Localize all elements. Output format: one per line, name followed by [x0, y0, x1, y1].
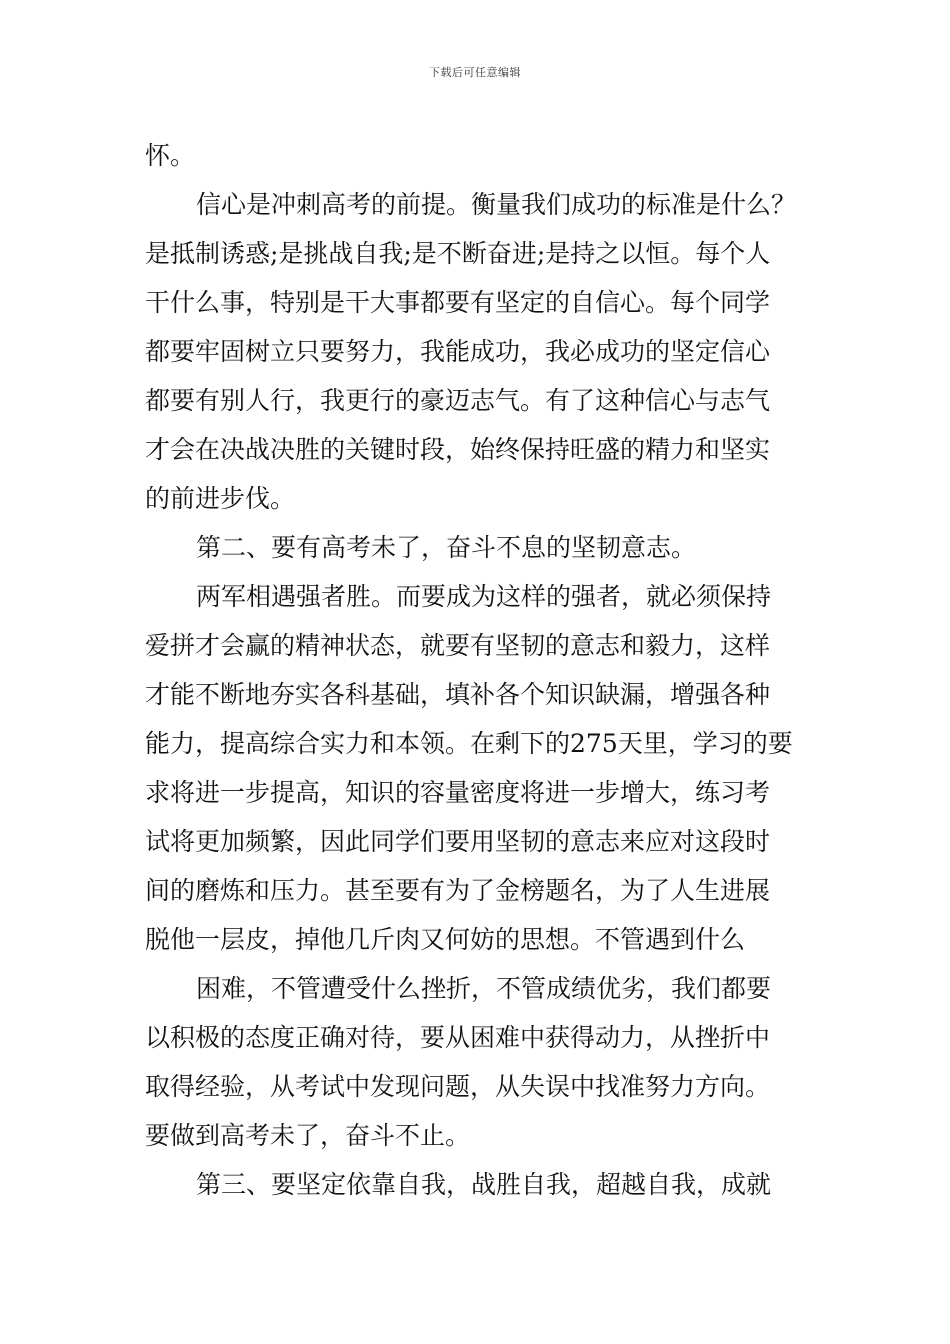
text-line: 试将更加频繁，因此同学们要用坚韧的意志来应对这段时 — [145, 827, 771, 856]
document-body — [145, 131, 810, 1209]
text-line: 困难，不管遭受什么挫折，不管成绩优劣，我们都要 — [196, 974, 772, 1003]
page-header: 下载后可任意编辑 — [429, 66, 521, 79]
text-line: 爱拼才会赢的精神状态，就要有坚韧的意志和毅力，这样 — [145, 631, 771, 660]
text-line: 才会在决战决胜的关键时段，始终保持旺盛的精力和坚实 — [145, 435, 771, 464]
text-line: 间的磨炼和压力。甚至要有为了金榜题名，为了人生进展 — [145, 876, 771, 905]
text-line: 信心是冲刺高考的前提。衡量我们成功的标准是什么？ — [196, 190, 797, 219]
text-line: 以积极的态度正确对待，要从困难中获得动力，从挫折中 — [145, 1023, 771, 1052]
text-line: 都要有别人行，我更行的豪迈志气。有了这种信心与志气 — [145, 386, 771, 415]
text-line: 都要牢固树立只要努力，我能成功，我必成功的坚定信心 — [145, 337, 771, 366]
text-line: 取得经验，从考试中发现问题，从失误中找准努力方向。 — [145, 1072, 771, 1101]
text-line: 两军相遇强者胜。而要成为这样的强者，就必须保持 — [196, 582, 772, 611]
section-heading-line: 第三、要坚定依靠自我，战胜自我，超越自我，成就 — [196, 1170, 772, 1199]
text-line: 干什么事，特别是干大事都要有坚定的自信心。每个同学 — [145, 288, 771, 317]
text-line: 的前进步伐。 — [145, 484, 296, 513]
text-line: 是抵制诱惑;是挑战自我;是不断奋进;是持之以恒。每个人 — [145, 239, 771, 268]
text-line: 能力，提高综合实力和本领。在剩下的275天里，学习的要 — [145, 729, 793, 758]
text-line: 才能不断地夯实各科基础，填补各个知识缺漏，增强各种 — [145, 680, 771, 709]
section-heading-line: 第二、要有高考未了，奋斗不息的坚韧意志。 — [196, 533, 697, 562]
text-line: 求将进一步提高，知识的容量密度将进一步增大，练习考 — [145, 778, 771, 807]
text-line: 脱他一层皮，掉他几斤肉又何妨的思想。不管遇到什么 — [145, 925, 746, 954]
text-line: 要做到高考未了，奋斗不止。 — [145, 1121, 471, 1150]
text-line: 怀。 — [145, 141, 196, 170]
